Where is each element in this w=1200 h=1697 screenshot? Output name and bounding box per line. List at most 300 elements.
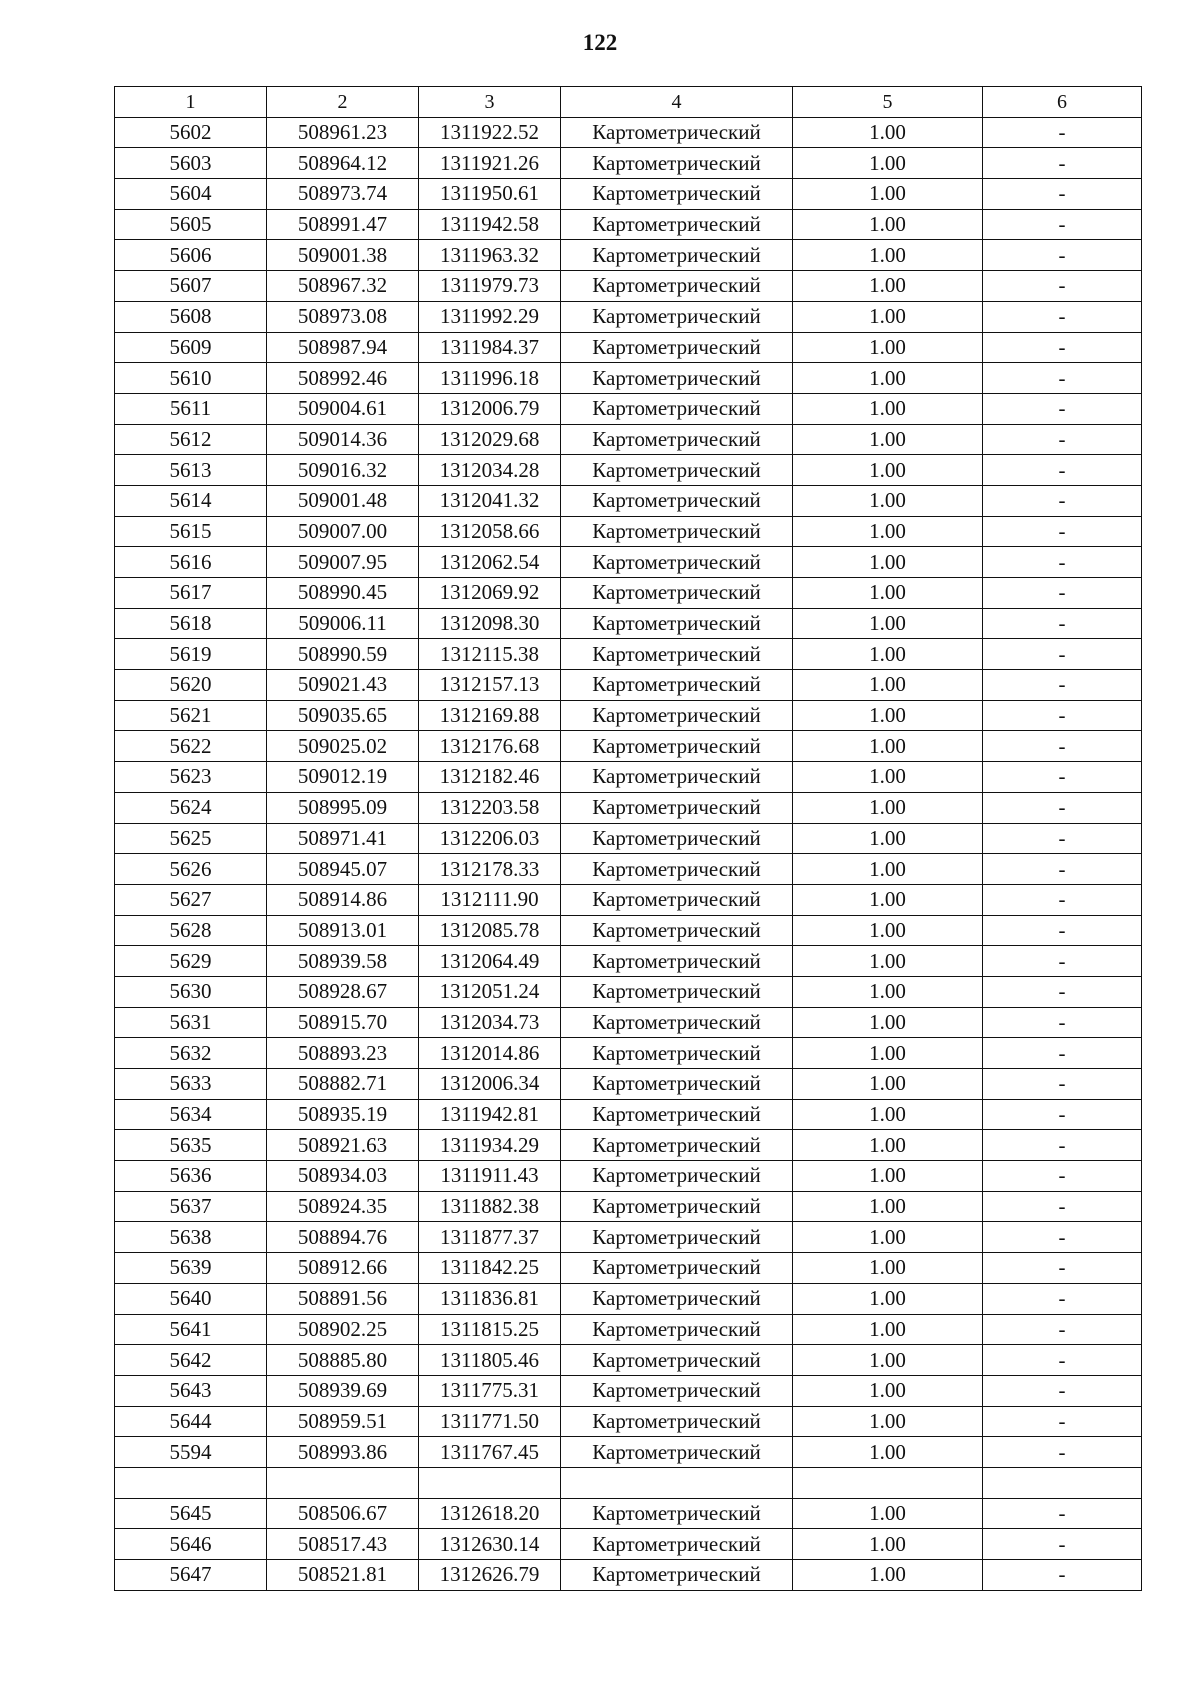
accuracy-cell: 1.00	[793, 117, 983, 148]
note-cell	[983, 1467, 1142, 1498]
note-cell: -	[983, 332, 1142, 363]
accuracy-cell: 1.00	[793, 670, 983, 701]
y-coordinate-cell: 1311805.46	[419, 1345, 561, 1376]
y-coordinate-cell: 1311767.45	[419, 1437, 561, 1468]
y-coordinate-cell: 1311922.52	[419, 117, 561, 148]
x-coordinate-cell: 508521.81	[267, 1560, 419, 1591]
point-number-cell: 5645	[115, 1498, 267, 1529]
y-coordinate-cell: 1312029.68	[419, 424, 561, 455]
note-cell: -	[983, 516, 1142, 547]
note-cell: -	[983, 823, 1142, 854]
x-coordinate-cell: 508882.71	[267, 1069, 419, 1100]
note-cell: -	[983, 209, 1142, 240]
accuracy-cell: 1.00	[793, 363, 983, 394]
point-number-cell: 5626	[115, 854, 267, 885]
accuracy-cell: 1.00	[793, 1437, 983, 1468]
note-cell: -	[983, 976, 1142, 1007]
y-coordinate-cell: 1311882.38	[419, 1191, 561, 1222]
accuracy-cell: 1.00	[793, 1406, 983, 1437]
note-cell: -	[983, 639, 1142, 670]
table-row	[115, 516, 1142, 547]
y-coordinate-cell: 1312062.54	[419, 547, 561, 578]
point-number-cell: 5618	[115, 608, 267, 639]
note-cell: -	[983, 393, 1142, 424]
point-number-cell: 5594	[115, 1437, 267, 1468]
method-cell: Картометрический	[561, 1529, 793, 1560]
point-number-cell: 5617	[115, 578, 267, 609]
table-row	[115, 1283, 1142, 1314]
point-number-cell: 5633	[115, 1069, 267, 1100]
method-cell: Картометрический	[561, 1498, 793, 1529]
accuracy-cell: 1.00	[793, 608, 983, 639]
note-cell: -	[983, 1437, 1142, 1468]
point-number-cell: 5611	[115, 393, 267, 424]
point-number-cell: 5642	[115, 1345, 267, 1376]
accuracy-cell: 1.00	[793, 301, 983, 332]
note-cell: -	[983, 485, 1142, 516]
y-coordinate-cell: 1312041.32	[419, 485, 561, 516]
y-coordinate-cell: 1312085.78	[419, 915, 561, 946]
accuracy-cell: 1.00	[793, 240, 983, 271]
accuracy-cell: 1.00	[793, 1222, 983, 1253]
table-row	[115, 1191, 1142, 1222]
y-coordinate-cell: 1312626.79	[419, 1560, 561, 1591]
x-coordinate-cell: 508987.94	[267, 332, 419, 363]
y-coordinate-cell: 1311992.29	[419, 301, 561, 332]
point-number-cell: 5608	[115, 301, 267, 332]
y-coordinate-cell: 1311842.25	[419, 1253, 561, 1284]
x-coordinate-cell: 508893.23	[267, 1038, 419, 1069]
x-coordinate-cell: 508993.86	[267, 1437, 419, 1468]
x-coordinate-cell: 509014.36	[267, 424, 419, 455]
x-coordinate-cell: 508964.12	[267, 148, 419, 179]
x-coordinate-cell: 509001.48	[267, 485, 419, 516]
table-row	[115, 117, 1142, 148]
x-coordinate-cell: 508914.86	[267, 884, 419, 915]
point-number-cell: 5615	[115, 516, 267, 547]
accuracy-cell: 1.00	[793, 209, 983, 240]
x-coordinate-cell: 508934.03	[267, 1161, 419, 1192]
note-cell: -	[983, 1253, 1142, 1284]
table-row	[115, 1498, 1142, 1529]
accuracy-cell: 1.00	[793, 516, 983, 547]
column-header-1: 1	[115, 87, 267, 118]
accuracy-cell: 1.00	[793, 393, 983, 424]
point-number-cell: 5604	[115, 179, 267, 210]
note-cell: -	[983, 608, 1142, 639]
point-number-cell: 5634	[115, 1099, 267, 1130]
point-number-cell: 5631	[115, 1007, 267, 1038]
accuracy-cell: 1.00	[793, 148, 983, 179]
point-number-cell: 5612	[115, 424, 267, 455]
y-coordinate-cell: 1312034.28	[419, 455, 561, 486]
method-cell: Картометрический	[561, 608, 793, 639]
note-cell: -	[983, 670, 1142, 701]
accuracy-cell: 1.00	[793, 332, 983, 363]
method-cell: Картометрический	[561, 578, 793, 609]
method-cell: Картометрический	[561, 731, 793, 762]
y-coordinate-cell: 1311942.58	[419, 209, 561, 240]
table-row	[115, 884, 1142, 915]
table-row	[115, 301, 1142, 332]
note-cell: -	[983, 854, 1142, 885]
note-cell: -	[983, 1529, 1142, 1560]
accuracy-cell: 1.00	[793, 1007, 983, 1038]
y-coordinate-cell: 1311911.43	[419, 1161, 561, 1192]
method-cell: Картометрический	[561, 363, 793, 394]
table-row	[115, 1345, 1142, 1376]
table-row	[115, 1007, 1142, 1038]
method-cell: Картометрический	[561, 1406, 793, 1437]
method-cell: Картометрический	[561, 209, 793, 240]
method-cell: Картометрический	[561, 792, 793, 823]
y-coordinate-cell: 1312618.20	[419, 1498, 561, 1529]
x-coordinate-cell: 508971.41	[267, 823, 419, 854]
method-cell: Картометрический	[561, 1560, 793, 1591]
method-cell: Картометрический	[561, 1375, 793, 1406]
method-cell: Картометрический	[561, 516, 793, 547]
table-row	[115, 393, 1142, 424]
column-header-2: 2	[267, 87, 419, 118]
method-cell: Картометрический	[561, 1069, 793, 1100]
table-row	[115, 1529, 1142, 1560]
accuracy-cell: 1.00	[793, 823, 983, 854]
column-header-6: 6	[983, 87, 1142, 118]
y-coordinate-cell: 1311921.26	[419, 148, 561, 179]
x-coordinate-cell: 508924.35	[267, 1191, 419, 1222]
table-row	[115, 976, 1142, 1007]
y-coordinate-cell: 1312178.33	[419, 854, 561, 885]
x-coordinate-cell: 508939.58	[267, 946, 419, 977]
accuracy-cell: 1.00	[793, 1375, 983, 1406]
note-cell: -	[983, 1406, 1142, 1437]
accuracy-cell: 1.00	[793, 854, 983, 885]
point-number-cell: 5606	[115, 240, 267, 271]
x-coordinate-cell: 508902.25	[267, 1314, 419, 1345]
table-row	[115, 762, 1142, 793]
x-coordinate-cell: 509035.65	[267, 700, 419, 731]
method-cell: Картометрический	[561, 547, 793, 578]
accuracy-cell: 1.00	[793, 1529, 983, 1560]
table-row	[115, 946, 1142, 977]
method-cell: Картометрический	[561, 271, 793, 302]
table-row	[115, 731, 1142, 762]
accuracy-cell: 1.00	[793, 1069, 983, 1100]
note-cell: -	[983, 700, 1142, 731]
table-row	[115, 1406, 1142, 1437]
table-row	[115, 915, 1142, 946]
method-cell	[561, 1467, 793, 1498]
y-coordinate-cell: 1312069.92	[419, 578, 561, 609]
method-cell: Картометрический	[561, 1283, 793, 1314]
method-cell: Картометрический	[561, 1345, 793, 1376]
method-cell: Картометрический	[561, 1161, 793, 1192]
accuracy-cell: 1.00	[793, 700, 983, 731]
y-coordinate-cell: 1311775.31	[419, 1375, 561, 1406]
x-coordinate-cell: 509006.11	[267, 608, 419, 639]
table-row	[115, 209, 1142, 240]
x-coordinate-cell: 508935.19	[267, 1099, 419, 1130]
x-coordinate-cell: 508973.74	[267, 179, 419, 210]
accuracy-cell: 1.00	[793, 1191, 983, 1222]
point-number-cell	[115, 1467, 267, 1498]
x-coordinate-cell: 509025.02	[267, 731, 419, 762]
point-number-cell: 5614	[115, 485, 267, 516]
accuracy-cell: 1.00	[793, 455, 983, 486]
x-coordinate-cell: 508973.08	[267, 301, 419, 332]
accuracy-cell: 1.00	[793, 639, 983, 670]
table-row	[115, 179, 1142, 210]
method-cell: Картометрический	[561, 1437, 793, 1468]
method-cell: Картометрический	[561, 915, 793, 946]
column-header-5: 5	[793, 87, 983, 118]
table-row	[115, 639, 1142, 670]
method-cell: Картометрический	[561, 976, 793, 1007]
point-number-cell: 5647	[115, 1560, 267, 1591]
y-coordinate-cell: 1312111.90	[419, 884, 561, 915]
method-cell: Картометрический	[561, 670, 793, 701]
method-cell: Картометрический	[561, 639, 793, 670]
point-number-cell: 5629	[115, 946, 267, 977]
y-coordinate-cell: 1311979.73	[419, 271, 561, 302]
table-row	[115, 578, 1142, 609]
x-coordinate-cell: 509001.38	[267, 240, 419, 271]
method-cell: Картометрический	[561, 1038, 793, 1069]
x-coordinate-cell	[267, 1467, 419, 1498]
point-number-cell: 5603	[115, 148, 267, 179]
x-coordinate-cell: 508990.45	[267, 578, 419, 609]
point-number-cell: 5609	[115, 332, 267, 363]
method-cell: Картометрический	[561, 1130, 793, 1161]
point-number-cell: 5622	[115, 731, 267, 762]
accuracy-cell: 1.00	[793, 485, 983, 516]
table-row	[115, 792, 1142, 823]
note-cell: -	[983, 915, 1142, 946]
y-coordinate-cell: 1312014.86	[419, 1038, 561, 1069]
y-coordinate-cell: 1312051.24	[419, 976, 561, 1007]
note-cell: -	[983, 1314, 1142, 1345]
note-cell: -	[983, 1007, 1142, 1038]
table-row	[115, 547, 1142, 578]
column-header-4: 4	[561, 87, 793, 118]
note-cell: -	[983, 148, 1142, 179]
accuracy-cell: 1.00	[793, 1314, 983, 1345]
x-coordinate-cell: 508961.23	[267, 117, 419, 148]
x-coordinate-cell: 509012.19	[267, 762, 419, 793]
note-cell: -	[983, 884, 1142, 915]
x-coordinate-cell: 508912.66	[267, 1253, 419, 1284]
method-cell: Картометрический	[561, 700, 793, 731]
table-row	[115, 240, 1142, 271]
method-cell: Картометрический	[561, 1253, 793, 1284]
accuracy-cell: 1.00	[793, 792, 983, 823]
x-coordinate-cell: 508939.69	[267, 1375, 419, 1406]
table-row	[115, 854, 1142, 885]
method-cell: Картометрический	[561, 424, 793, 455]
method-cell: Картометрический	[561, 1007, 793, 1038]
table-row	[115, 608, 1142, 639]
method-cell: Картометрический	[561, 301, 793, 332]
point-number-cell: 5636	[115, 1161, 267, 1192]
method-cell: Картометрический	[561, 240, 793, 271]
y-coordinate-cell: 1311877.37	[419, 1222, 561, 1253]
accuracy-cell: 1.00	[793, 976, 983, 1007]
accuracy-cell: 1.00	[793, 179, 983, 210]
accuracy-cell: 1.00	[793, 1253, 983, 1284]
x-coordinate-cell: 509004.61	[267, 393, 419, 424]
accuracy-cell: 1.00	[793, 1130, 983, 1161]
table-row	[115, 332, 1142, 363]
y-coordinate-cell: 1312206.03	[419, 823, 561, 854]
x-coordinate-cell: 508928.67	[267, 976, 419, 1007]
point-number-cell: 5616	[115, 547, 267, 578]
method-cell: Картометрический	[561, 455, 793, 486]
x-coordinate-cell: 508517.43	[267, 1529, 419, 1560]
table-row	[115, 1161, 1142, 1192]
note-cell: -	[983, 1191, 1142, 1222]
x-coordinate-cell: 508959.51	[267, 1406, 419, 1437]
table-row	[115, 485, 1142, 516]
point-number-cell: 5625	[115, 823, 267, 854]
table-row	[115, 424, 1142, 455]
method-cell: Картометрический	[561, 762, 793, 793]
y-coordinate-cell	[419, 1467, 561, 1498]
accuracy-cell: 1.00	[793, 271, 983, 302]
note-cell: -	[983, 424, 1142, 455]
method-cell: Картометрический	[561, 1222, 793, 1253]
point-number-cell: 5644	[115, 1406, 267, 1437]
column-header-3: 3	[419, 87, 561, 118]
note-cell: -	[983, 1283, 1142, 1314]
x-coordinate-cell: 508506.67	[267, 1498, 419, 1529]
x-coordinate-cell: 508945.07	[267, 854, 419, 885]
y-coordinate-cell: 1312630.14	[419, 1529, 561, 1560]
table-row	[115, 1467, 1142, 1498]
accuracy-cell: 1.00	[793, 1161, 983, 1192]
point-number-cell: 5621	[115, 700, 267, 731]
note-cell: -	[983, 455, 1142, 486]
note-cell: -	[983, 117, 1142, 148]
x-coordinate-cell: 508991.47	[267, 209, 419, 240]
note-cell: -	[983, 240, 1142, 271]
method-cell: Картометрический	[561, 1314, 793, 1345]
accuracy-cell: 1.00	[793, 731, 983, 762]
y-coordinate-cell: 1312169.88	[419, 700, 561, 731]
table-row	[115, 1375, 1142, 1406]
point-number-cell: 5613	[115, 455, 267, 486]
x-coordinate-cell: 508995.09	[267, 792, 419, 823]
note-cell: -	[983, 792, 1142, 823]
point-number-cell: 5640	[115, 1283, 267, 1314]
point-number-cell: 5646	[115, 1529, 267, 1560]
accuracy-cell: 1.00	[793, 946, 983, 977]
method-cell: Картометрический	[561, 179, 793, 210]
method-cell: Картометрический	[561, 1191, 793, 1222]
x-coordinate-cell: 508894.76	[267, 1222, 419, 1253]
table-row	[115, 670, 1142, 701]
table-header-row	[115, 87, 1142, 118]
y-coordinate-cell: 1312182.46	[419, 762, 561, 793]
point-number-cell: 5627	[115, 884, 267, 915]
y-coordinate-cell: 1311836.81	[419, 1283, 561, 1314]
y-coordinate-cell: 1312006.34	[419, 1069, 561, 1100]
note-cell: -	[983, 1498, 1142, 1529]
method-cell: Картометрический	[561, 485, 793, 516]
accuracy-cell	[793, 1467, 983, 1498]
table-row	[115, 363, 1142, 394]
x-coordinate-cell: 509021.43	[267, 670, 419, 701]
method-cell: Картометрический	[561, 117, 793, 148]
point-number-cell: 5643	[115, 1375, 267, 1406]
method-cell: Картометрический	[561, 332, 793, 363]
y-coordinate-cell: 1311984.37	[419, 332, 561, 363]
y-coordinate-cell: 1311771.50	[419, 1406, 561, 1437]
x-coordinate-cell: 508992.46	[267, 363, 419, 394]
y-coordinate-cell: 1312115.38	[419, 639, 561, 670]
note-cell: -	[983, 363, 1142, 394]
table-row	[115, 1314, 1142, 1345]
accuracy-cell: 1.00	[793, 1099, 983, 1130]
method-cell: Картометрический	[561, 946, 793, 977]
note-cell: -	[983, 271, 1142, 302]
x-coordinate-cell: 508967.32	[267, 271, 419, 302]
y-coordinate-cell: 1311934.29	[419, 1130, 561, 1161]
table-row	[115, 1069, 1142, 1100]
method-cell: Картометрический	[561, 884, 793, 915]
x-coordinate-cell: 508990.59	[267, 639, 419, 670]
accuracy-cell: 1.00	[793, 424, 983, 455]
x-coordinate-cell: 508913.01	[267, 915, 419, 946]
accuracy-cell: 1.00	[793, 1560, 983, 1591]
method-cell: Картометрический	[561, 393, 793, 424]
x-coordinate-cell: 508915.70	[267, 1007, 419, 1038]
y-coordinate-cell: 1312006.79	[419, 393, 561, 424]
point-number-cell: 5632	[115, 1038, 267, 1069]
note-cell: -	[983, 1069, 1142, 1100]
note-cell: -	[983, 946, 1142, 977]
page-number: 122	[582, 30, 618, 55]
point-number-cell: 5610	[115, 363, 267, 394]
point-number-cell: 5637	[115, 1191, 267, 1222]
method-cell: Картометрический	[561, 854, 793, 885]
x-coordinate-cell: 509007.00	[267, 516, 419, 547]
table-row	[115, 700, 1142, 731]
note-cell: -	[983, 762, 1142, 793]
point-number-cell: 5641	[115, 1314, 267, 1345]
accuracy-cell: 1.00	[793, 915, 983, 946]
table-row	[115, 1099, 1142, 1130]
accuracy-cell: 1.00	[793, 762, 983, 793]
y-coordinate-cell: 1311963.32	[419, 240, 561, 271]
table-row	[115, 1222, 1142, 1253]
x-coordinate-cell: 508891.56	[267, 1283, 419, 1314]
y-coordinate-cell: 1312098.30	[419, 608, 561, 639]
note-cell: -	[983, 578, 1142, 609]
note-cell: -	[983, 1161, 1142, 1192]
y-coordinate-cell: 1312157.13	[419, 670, 561, 701]
accuracy-cell: 1.00	[793, 1038, 983, 1069]
point-number-cell: 5628	[115, 915, 267, 946]
y-coordinate-cell: 1312034.73	[419, 1007, 561, 1038]
y-coordinate-cell: 1312064.49	[419, 946, 561, 977]
accuracy-cell: 1.00	[793, 1345, 983, 1376]
point-number-cell: 5624	[115, 792, 267, 823]
point-number-cell: 5635	[115, 1130, 267, 1161]
coordinates-table	[114, 86, 1142, 1591]
table-row	[115, 1560, 1142, 1591]
point-number-cell: 5630	[115, 976, 267, 1007]
point-number-cell: 5602	[115, 117, 267, 148]
